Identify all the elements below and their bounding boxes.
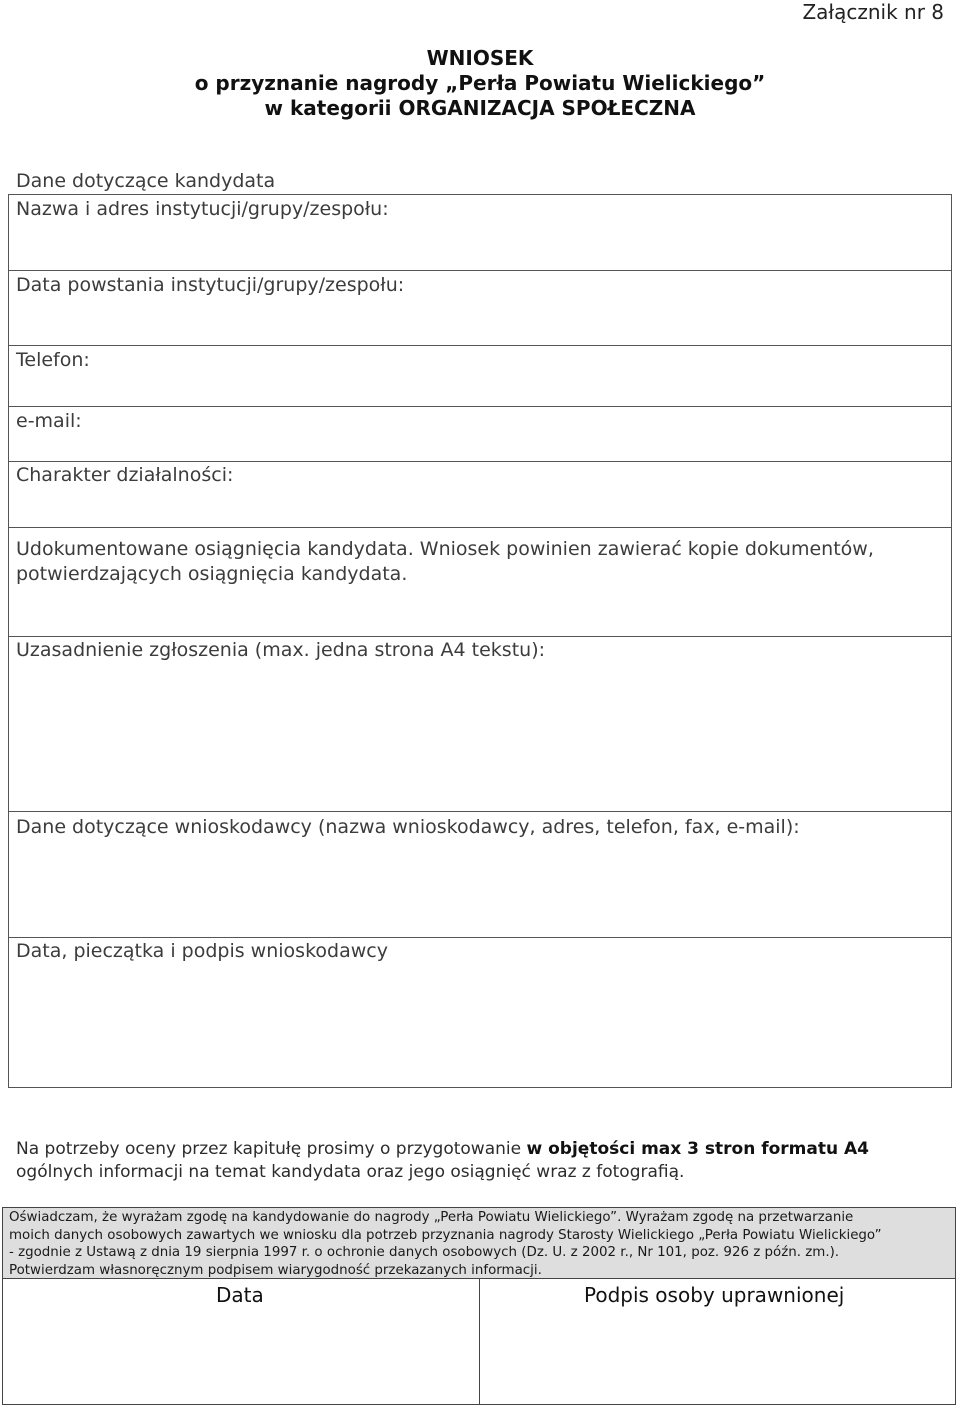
field-achievements-label: Udokumentowane osiągnięcia kandydata. Wniosek powinien zawierać kopie dokumentów, potwierdzających osiągnięcia kandydata. <box>16 538 874 585</box>
field-applicant[interactable] <box>9 811 951 937</box>
field-justification-label: Uzasadnienie zgłoszenia (max. jedna strona A4 tekstu): <box>16 639 546 661</box>
candidate-section-label: Dane dotyczące kandydata <box>16 170 276 192</box>
title-line-1: WNIOSEK <box>426 46 534 70</box>
field-signature[interactable] <box>9 937 951 1089</box>
authorized-signature-cell[interactable] <box>480 1279 955 1404</box>
note-bold: w objętości max 3 stron formatu A4 <box>526 1139 869 1159</box>
submission-note <box>16 1138 951 1184</box>
field-name-address[interactable] <box>9 195 951 270</box>
date-cell[interactable] <box>3 1279 480 1404</box>
declaration-line-3: - zgodnie z Ustawą z dnia 19 sierpnia 1997 r. o ochronie danych osobowych (Dz. U. z 2002 r., Nr 101, poz. 926 z późn. zm.). <box>9 1245 840 1260</box>
field-phone[interactable] <box>9 345 951 406</box>
title-line-3: w kategorii ORGANIZACJA SPOŁECZNA <box>264 96 696 120</box>
consent-declaration <box>2 1207 956 1279</box>
candidate-form-table <box>8 194 952 1088</box>
date-label: Data <box>216 1283 264 1307</box>
field-founding-date-label: Data powstania instytucji/grupy/zespołu: <box>16 274 405 296</box>
field-phone-label: Telefon: <box>16 349 90 371</box>
form-title <box>0 46 960 121</box>
declaration-line-1: Oświadczam, że wyrażam zgodę na kandydowanie do nagrody „Perła Powiatu Wielickiego”. Wyrażam zgodę na przetwarzanie <box>9 1210 854 1225</box>
note-text-2: ogólnych informacji na temat kandydata oraz jego osiągnięć wraz z fotografią. <box>16 1162 685 1182</box>
field-applicant-label: Dane dotyczące wnioskodawcy (nazwa wnioskodawcy, adres, telefon, fax, e-mail): <box>16 816 800 838</box>
title-line-2: o przyznanie nagrody „Perła Powiatu Wielickiego” <box>194 71 766 95</box>
field-justification[interactable] <box>9 636 951 811</box>
annex-number: Załącznik nr 8 <box>802 0 944 24</box>
field-email[interactable] <box>9 406 951 461</box>
declaration-line-4: Potwierdzam własnoręcznym podpisem wiarygodność przekazanych informacji. <box>9 1262 542 1278</box>
field-founding-date[interactable] <box>9 270 951 345</box>
field-email-label: e-mail: <box>16 410 82 432</box>
field-activity-label: Charakter działalności: <box>16 464 234 486</box>
field-name-address-label: Nazwa i adres instytucji/grupy/zespołu: <box>16 198 389 220</box>
authorized-signature-label: Podpis osoby uprawnionej <box>584 1283 845 1307</box>
field-activity[interactable] <box>9 461 951 527</box>
note-text-1: Na potrzeby oceny przez kapitułę prosimy o przygotowanie <box>16 1139 527 1159</box>
field-signature-label: Data, pieczątka i podpis wnioskodawcy <box>16 940 388 962</box>
declaration-line-2: moich danych osobowych zawartych we wniosku dla potrzeb przyznania nagrody Starosty Wielickiego „Perła Powiatu Wielickiego” <box>9 1227 882 1243</box>
signature-table <box>2 1278 956 1405</box>
field-achievements[interactable] <box>9 527 951 636</box>
